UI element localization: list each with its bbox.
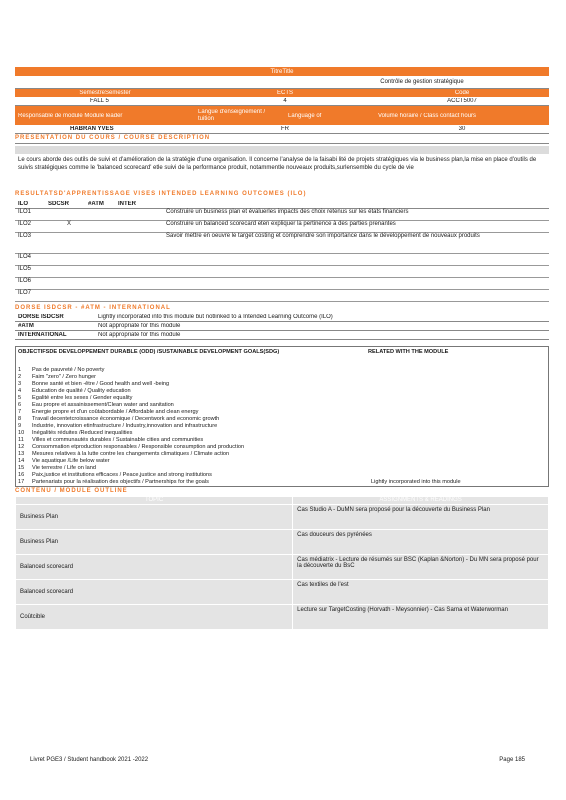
ilo-col-sdcsr: SDCSR	[48, 200, 70, 207]
content-topic: Business Plan	[16, 530, 293, 555]
ilo-spacer	[87, 233, 163, 254]
module-title-row	[15, 76, 549, 89]
ilo-spacer	[87, 254, 163, 266]
page-footer	[30, 757, 525, 763]
odd-number: 16	[18, 472, 25, 478]
odd-related	[369, 423, 548, 430]
course-page	[15, 67, 549, 630]
odd-related: Lightly incorporated into this module	[371, 479, 461, 485]
ilo-sdcsr	[51, 254, 87, 266]
odd-related	[369, 367, 548, 374]
ilo-col-atm: #ATM	[88, 200, 104, 207]
ilo-spacer	[87, 221, 163, 233]
ilo-text	[163, 254, 549, 266]
odd-goal: Vie terrestre / Life on land	[32, 465, 96, 471]
odd-number: 17	[18, 479, 25, 485]
content-row	[16, 555, 549, 580]
ilo-col-inter: INTER	[118, 200, 136, 207]
responsable-header-row	[15, 106, 549, 125]
dorse-text: Lightly incorporated into this module but notlinked to a Intended Learning Outcome (ILO)	[98, 314, 333, 320]
content-assignment: Cas textiles de l'est	[293, 580, 549, 605]
content-row	[16, 530, 549, 555]
odd-row	[16, 472, 548, 479]
odd-related-heading: RELATED WITH THE MODULE	[368, 349, 449, 355]
odd-goal: Faim "zero" / Zero hunger	[32, 374, 96, 380]
content-assignment: Cas douceurs des pyrénées	[293, 530, 549, 555]
dorse-heading: DORSE ISDCSR - #ATM - INTERNATIONAL	[15, 305, 171, 311]
responsable-value-row	[15, 125, 549, 134]
odd-number: 10	[18, 430, 25, 436]
assign-header: ASSIGNMENTS & READINGS	[293, 497, 549, 505]
footer-page: Page 185	[499, 757, 525, 763]
ilo-sdcsr	[51, 266, 87, 278]
content-topic: Balanced scorecard	[16, 580, 293, 605]
odd-related	[369, 416, 548, 423]
odd-goal: Industrie, innovation etinfrastructure / Industry,innovation and infrastructure	[32, 423, 218, 429]
odd-related	[369, 444, 548, 451]
odd-row	[16, 395, 548, 402]
ilo-id: ILO5	[15, 266, 51, 278]
ilo-col-ilo: ILO	[18, 200, 28, 207]
ilo-text: Savoir mettre en oeuvre le target costing et comprendre son importance dans le développement de nouveaux produits	[163, 233, 549, 254]
odd-number: 2	[18, 374, 22, 380]
odd-goal: Energie propre et d'un coûtabordable / Affordable and clean energy	[32, 409, 199, 415]
odd-related	[369, 395, 548, 402]
ilo-row	[15, 290, 549, 302]
odd-row	[16, 451, 548, 458]
ilo-text	[163, 266, 549, 278]
language-value: FR	[281, 126, 289, 132]
dorse-text: Not appropriate for this module	[98, 323, 181, 329]
odd-row	[16, 444, 548, 451]
ilo-id: ILO6	[15, 278, 51, 290]
topic-header: TOPIC	[16, 497, 293, 505]
ilo-sdcsr: X	[51, 221, 87, 233]
odd-number: 1	[18, 367, 22, 373]
content-topic: Balanced scorecard	[16, 555, 293, 580]
odd-goal: Partenariats pour la réalisation des objectifs / Partnerships for the goals	[32, 479, 209, 485]
odd-related	[369, 451, 548, 458]
odd-related	[369, 437, 548, 444]
odd-goal: Consommation etproduction responsables / Responsible consumption and production	[32, 444, 245, 450]
ilo-heading: RESULTATSD'APPRENTISSAGE VISES INTENDED LEARNING OUTCOMES (ILO)	[15, 191, 307, 197]
odd-row	[16, 416, 548, 423]
title-label: TitreTitle	[270, 68, 294, 75]
odd-row	[16, 465, 548, 472]
code-label: Code	[454, 90, 470, 96]
ilo-id: ILO7	[15, 290, 51, 302]
odd-number: 5	[18, 395, 22, 401]
odd-related	[369, 458, 548, 465]
content-heading: CONTENU / MODULE OUTLINE	[15, 488, 128, 494]
ilo-id: ILO1	[15, 209, 51, 221]
ilo-spacer	[87, 278, 163, 290]
odd-number: 14	[18, 458, 25, 464]
odd-row	[16, 430, 548, 437]
odd-goal: Villes et communautés durables / Sustainable cities and communities	[32, 437, 204, 443]
code-value: ACCT5007	[447, 98, 477, 104]
semester-value-row	[15, 97, 549, 106]
ilo-sdcsr	[51, 209, 87, 221]
language-teaching-label: Langue d'enseignement / tuition	[198, 108, 266, 122]
ilo-text: Construire un business plan et évaluerles impacts des choix retenus sur les états financiers	[163, 209, 549, 221]
ilo-col-header	[15, 199, 549, 209]
odd-row	[16, 458, 548, 465]
content-row	[16, 505, 549, 530]
odd-related	[369, 472, 548, 479]
ilo-sdcsr	[51, 290, 87, 302]
dorse-text: Not appropriate for this module	[98, 332, 181, 338]
odd-row	[16, 479, 548, 486]
odd-box	[15, 346, 549, 487]
odd-related	[369, 374, 548, 381]
responsable-value: HABRAN YVES	[70, 126, 114, 132]
content-topic: Business Plan	[16, 505, 293, 530]
dorse-row	[15, 331, 549, 340]
odd-number: 13	[18, 451, 25, 457]
odd-number: 4	[18, 388, 22, 394]
ilo-id: ILO2	[15, 221, 51, 233]
odd-number: 9	[18, 423, 22, 429]
odd-related	[369, 409, 548, 416]
volume-value: 30	[458, 126, 466, 132]
responsable-label: Responsable de module Module leader	[18, 112, 123, 119]
ilo-sdcsr	[51, 278, 87, 290]
ilo-row	[15, 209, 549, 221]
ilo-table	[15, 209, 549, 302]
odd-goal: Mesures relatives à la lutte contre les changements climatiques / Climate action	[32, 451, 230, 457]
content-row	[16, 605, 549, 630]
odd-goal: Pas de pauvreté / No poverty	[32, 367, 105, 373]
odd-header	[16, 347, 548, 367]
odd-heading: OBJECTIFSDE DEVELOPPEMENT DURABLE (ODD) /SUSTAINABLE DEVELOPMENT GOALS(SDG)	[18, 349, 280, 355]
odd-row	[16, 402, 548, 409]
dorse-row	[15, 322, 549, 331]
ilo-spacer	[87, 266, 163, 278]
ilo-row	[15, 254, 549, 266]
dorse-list	[15, 313, 549, 340]
odd-goal: Bonne santé et bien -être / Good health and well -being	[32, 381, 170, 387]
odd-number: 6	[18, 402, 22, 408]
ilo-row	[15, 266, 549, 278]
presentation-heading: PRESENTATION DU COURS / COURSE DESCRIPTION	[15, 134, 549, 144]
dorse-label: INTERNATIONAL	[18, 332, 67, 338]
odd-row	[16, 381, 548, 388]
ilo-spacer	[87, 290, 163, 302]
odd-number: 12	[18, 444, 25, 450]
dorse-label: #ATM	[18, 323, 34, 329]
odd-number: 15	[18, 465, 25, 471]
dorse-label: DORSE ISDCSR	[18, 314, 64, 320]
odd-number: 3	[18, 381, 22, 387]
semester-value: FALL 5	[90, 98, 109, 104]
module-title: Contrôle de gestion stratégique	[380, 79, 464, 85]
content-assignment: Lecture sur TargetCosting (Horvath - Meysonnier) - Cas Sarna et Waterworman	[293, 605, 549, 630]
dorse-row	[15, 313, 549, 322]
odd-number: 8	[18, 416, 22, 422]
odd-number: 7	[18, 409, 22, 415]
odd-goal: Vie aquatique /Life below water	[32, 458, 110, 464]
ilo-row	[15, 221, 549, 233]
ects-value: 4	[283, 98, 287, 104]
ilo-text	[163, 278, 549, 290]
content-assignment: Cas Studio A - DuMN sera proposé pour la découverte du Business Plan	[293, 505, 549, 530]
ects-label: ECTS	[276, 90, 293, 96]
odd-related	[369, 465, 548, 472]
content-topic: Coûtcible	[16, 605, 293, 630]
odd-related	[369, 430, 548, 437]
odd-goal: Inégalités réduites /Reduced inequalities	[32, 430, 133, 436]
odd-row	[16, 409, 548, 416]
presentation-text: Le cours aborde des outils de suivi et d'amélioration de la stratégie d'une organisation. Il concerne l'analyse de la faisabi lité de projets stratégiques via le business plan,la mise en place d'outils de suivis stratégiques comme le 'balanced scorecard' etle suivi de la performance produit, notammentle nouveaux produits,surlensemble du cycle de vie	[18, 157, 537, 171]
odd-goal: Education de qualité / Quality education	[32, 388, 131, 394]
odd-table	[16, 367, 548, 486]
title-label-row	[15, 67, 549, 76]
presentation-spacer	[15, 146, 549, 154]
odd-related	[369, 388, 548, 395]
content-table	[15, 496, 549, 630]
content-row	[16, 580, 549, 605]
odd-goal: Travail decentetcroissance économique / Decentwork and economic growth	[32, 416, 220, 422]
footer-left: Livret PGE3 / Student handbook 2021 -2022	[30, 757, 149, 763]
semester-header-row	[15, 89, 549, 97]
ilo-row	[15, 278, 549, 290]
ilo-sdcsr	[51, 233, 87, 254]
odd-goal: Eau propre et assainissement/Clean water and sanitation	[32, 402, 174, 408]
odd-goal: Egalité entre les sexes / Gender equality	[32, 395, 133, 401]
volume-label: Volume horaire / Class contact hours	[378, 112, 477, 119]
ilo-id: ILO4	[15, 254, 51, 266]
content-assignment: Cas médiatrix - Lecture de résumés sur BSC (Kaplan &Norton) - Du MN sera proposé pour la découverte du BsC	[293, 555, 549, 580]
ilo-id: ILO3	[15, 233, 51, 254]
odd-row	[16, 437, 548, 444]
odd-row	[16, 423, 548, 430]
odd-row	[16, 388, 548, 395]
ilo-text	[163, 290, 549, 302]
odd-number: 11	[18, 437, 24, 443]
ilo-row	[15, 233, 549, 254]
ilo-spacer	[87, 209, 163, 221]
language-of-label: Language of	[288, 112, 322, 119]
odd-related	[369, 381, 548, 388]
odd-related	[369, 402, 548, 409]
ilo-text: Construire un balanced scorecard eten expliquer la pertinence à des parties prenantes	[163, 221, 549, 233]
odd-row	[16, 374, 548, 381]
odd-row	[16, 367, 548, 374]
odd-goal: Paix,justice et institutions efficaces / Peace,justice and strong institutions	[32, 472, 212, 478]
semester-label: SemestreSemester	[79, 90, 131, 96]
